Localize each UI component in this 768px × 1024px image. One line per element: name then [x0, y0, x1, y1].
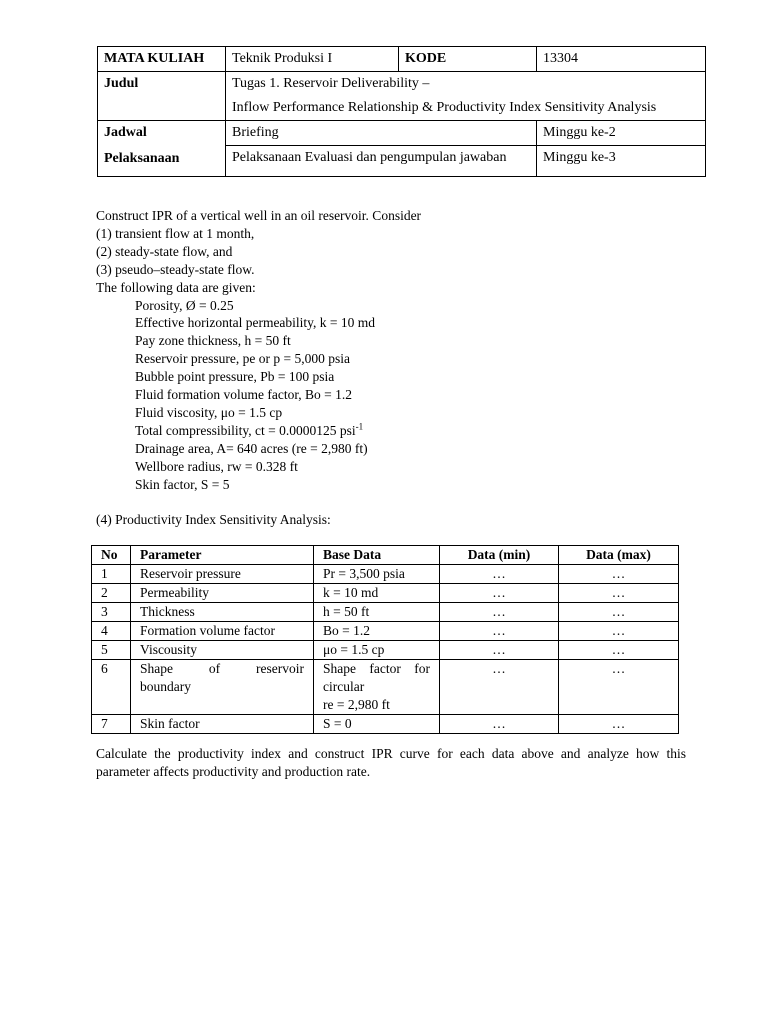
given-item: Bubble point pressure, Pb = 100 psia — [135, 369, 335, 385]
schedule-label-line-2: Pelaksanaan — [104, 151, 180, 166]
given-item: Wellbore radius, rw = 0.328 ft — [135, 458, 298, 474]
schedule-week-1: Minggu ke-2 — [537, 121, 706, 146]
intro-line: Construct IPR of a vertical well in an oil reservoir. Consider — [96, 208, 422, 223]
cell-parameter: Skin factor — [131, 715, 314, 734]
cell-no: 4 — [92, 622, 131, 641]
table-header-row — [92, 546, 679, 565]
cell-no: 3 — [92, 603, 131, 622]
col-header-parameter: Parameter — [131, 546, 314, 565]
title-line-1: Tugas 1. Reservoir Deliverability – — [232, 76, 430, 91]
sensitivity-table — [91, 545, 679, 734]
cell-base: Bo = 1.2 — [314, 622, 440, 641]
schedule-activity-1: Briefing — [226, 121, 537, 146]
cell-parameter: Reservoir pressure — [131, 565, 314, 584]
cell-parameter: Formation volume factor — [131, 622, 314, 641]
col-header-no: No — [92, 546, 131, 565]
code-label: KODE — [399, 47, 537, 72]
schedule-activity-2: Pelaksanaan Evaluasi dan pengumpulan jawaban — [226, 146, 537, 177]
cell-no: 2 — [92, 584, 131, 603]
cell-max: … — [559, 565, 679, 584]
table-row — [92, 715, 679, 734]
col-header-base: Base Data — [314, 546, 440, 565]
cell-base-line-1: Shape factor for — [323, 661, 430, 676]
given-item: Reservoir pressure, pe or p = 5,000 psia — [135, 351, 350, 367]
table-row — [92, 565, 679, 584]
cell-max: … — [559, 660, 679, 715]
cell-min: … — [440, 641, 559, 660]
title-value — [226, 72, 706, 121]
closing-instruction: Calculate the productivity index and construct IPR curve for each data above and analyze how this parameter affects productivity and production rate. — [96, 745, 686, 779]
col-header-min: Data (min) — [440, 546, 559, 565]
given-item: Effective horizontal permeability, k = 10 md — [135, 315, 376, 331]
cell-parameter — [131, 660, 314, 715]
cell-max: … — [559, 715, 679, 734]
cell-max: … — [559, 641, 679, 660]
cell-no: 7 — [92, 715, 131, 734]
title-line-2: Inflow Performance Relationship & Productivity Index Sensitivity Analysis — [232, 100, 657, 115]
cell-no: 1 — [92, 565, 131, 584]
table-row — [92, 603, 679, 622]
cell-min: … — [440, 660, 559, 715]
cell-max: … — [559, 622, 679, 641]
cell-base-line-3: re = 2,980 ft — [323, 697, 390, 712]
cell-base: h = 50 ft — [314, 603, 440, 622]
cell-min: … — [440, 584, 559, 603]
course-value: Teknik Produksi I — [226, 47, 399, 72]
given-item: Skin factor, S = 5 — [135, 476, 230, 492]
schedule-label-line-1: Jadwal — [104, 125, 147, 140]
cell-min: … — [440, 603, 559, 622]
cell-no: 5 — [92, 641, 131, 660]
table-row — [92, 622, 679, 641]
cell-base: μo = 1.5 cp — [314, 641, 440, 660]
course-header-table — [97, 46, 706, 177]
cell-base: S = 0 — [314, 715, 440, 734]
given-item: Pay zone thickness, h = 50 ft — [135, 333, 291, 349]
given-item: Fluid formation volume factor, Bo = 1.2 — [135, 387, 353, 403]
given-item: Porosity, Ø = 0.25 — [135, 297, 234, 313]
code-value: 13304 — [537, 47, 706, 72]
intro-line: (2) steady-state flow, and — [96, 243, 233, 259]
cell-min: … — [440, 565, 559, 584]
table-row — [92, 660, 679, 715]
col-header-max: Data (max) — [559, 546, 679, 565]
cell-parameter-line-2: boundary — [140, 679, 191, 694]
assignment-body — [96, 207, 716, 528]
table-row — [92, 641, 679, 660]
cell-max: … — [559, 584, 679, 603]
cell-parameter: Thickness — [131, 603, 314, 622]
schedule-week-2: Minggu ke-3 — [537, 146, 706, 177]
compressibility-exponent: -1 — [355, 421, 364, 432]
cell-min: … — [440, 622, 559, 641]
given-item-compressibility — [96, 422, 716, 440]
cell-base: k = 10 md — [314, 584, 440, 603]
cell-parameter: Permeability — [131, 584, 314, 603]
cell-base: Pr = 3,500 psia — [314, 565, 440, 584]
cell-no: 6 — [92, 660, 131, 715]
cell-parameter-line-1: Shape of reservoir — [140, 661, 304, 676]
given-item: Fluid viscosity, μo = 1.5 cp — [135, 404, 283, 420]
course-label: MATA KULIAH — [98, 47, 226, 72]
schedule-label — [98, 121, 226, 177]
intro-line: The following data are given: — [96, 279, 256, 295]
title-label: Judul — [98, 72, 226, 121]
section-4-heading: (4) Productivity Index Sensitivity Analysis: — [96, 511, 331, 527]
compressibility-text: Total compressibility, ct = 0.0000125 psi — [135, 422, 356, 438]
cell-base — [314, 660, 440, 715]
given-item: Drainage area, A= 640 acres (re = 2,980 ft) — [135, 440, 368, 456]
cell-parameter: Viscousity — [131, 641, 314, 660]
cell-max: … — [559, 603, 679, 622]
cell-base-line-2: circular — [323, 679, 365, 694]
intro-line: (3) pseudo–steady-state flow. — [96, 261, 255, 277]
cell-min: … — [440, 715, 559, 734]
table-row — [92, 584, 679, 603]
intro-line: (1) transient flow at 1 month, — [96, 225, 255, 241]
